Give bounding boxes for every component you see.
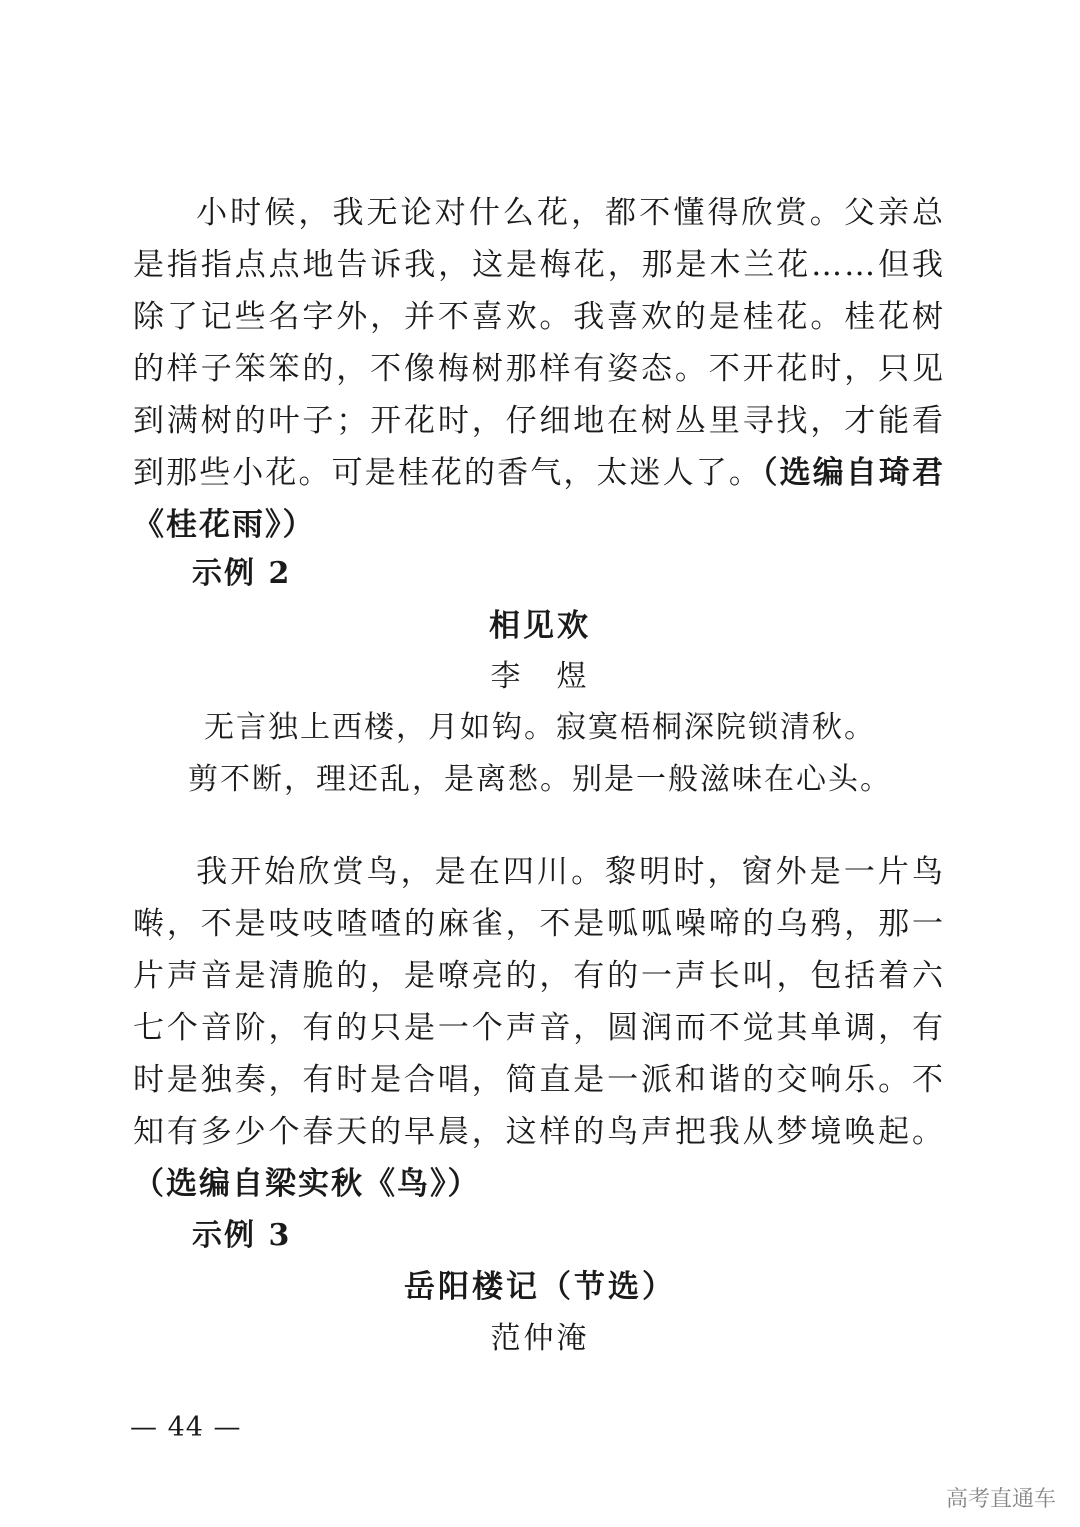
example3-title: 岳阳楼记（节选） [404, 1269, 676, 1305]
example3-author: 范仲淹 [490, 1321, 590, 1356]
poem-line-2: 剪不断，理还乱，是离愁。别是一般滋味在心头。 [188, 762, 892, 797]
poem-line-1: 无言独上西楼，月如钩。寂寞梧桐深院锁清秋。 [204, 710, 876, 745]
example1-paragraph [133, 187, 945, 551]
poem-title: 相见欢 [489, 608, 591, 644]
example2-label: 示例 2 [192, 556, 292, 591]
example1-text: 小时候，我无论对什么花，都不懂得欣赏。父亲总是指指点点地告诉我，这是梅花，那是木兰花……但我除了记些名字外，并不喜欢。我喜欢的是桂花。桂花树的样子笨笨的，不像梅树那样有姿态。不开花时，只见到满树的叶子；开花时，仔细地在树丛里寻找，才能看到那些小花。可是桂花的香气，太迷人了。 [133, 195, 945, 491]
watermark-text: 高考直通车 [945, 1487, 1056, 1512]
page-number: — 44 — [130, 1412, 242, 1443]
example2-paragraph [133, 846, 945, 1210]
poem-author: 李 煜 [490, 659, 590, 694]
example2-text: 我开始欣赏鸟，是在四川。黎明时，窗外是一片鸟啭，不是吱吱喳喳的麻雀，不是呱呱噪啼的乌鸦，那一片声音是清脆的，是嘹亮的，有的一声长叫，包括着六七个音阶，有的只是一个声音，圆润而不觉其单调，有时是独奏，有时是合唱，简直是一派和谐的交响乐。不知有多少个春天的早晨，这样的鸟声把我从梦境唤起。 [133, 854, 945, 1150]
example1-source: （选编自琦君《桂花雨》） [133, 455, 946, 543]
example3-label: 示例 3 [192, 1218, 292, 1253]
example2-source: （选编自梁实秋《鸟》） [133, 1166, 481, 1202]
